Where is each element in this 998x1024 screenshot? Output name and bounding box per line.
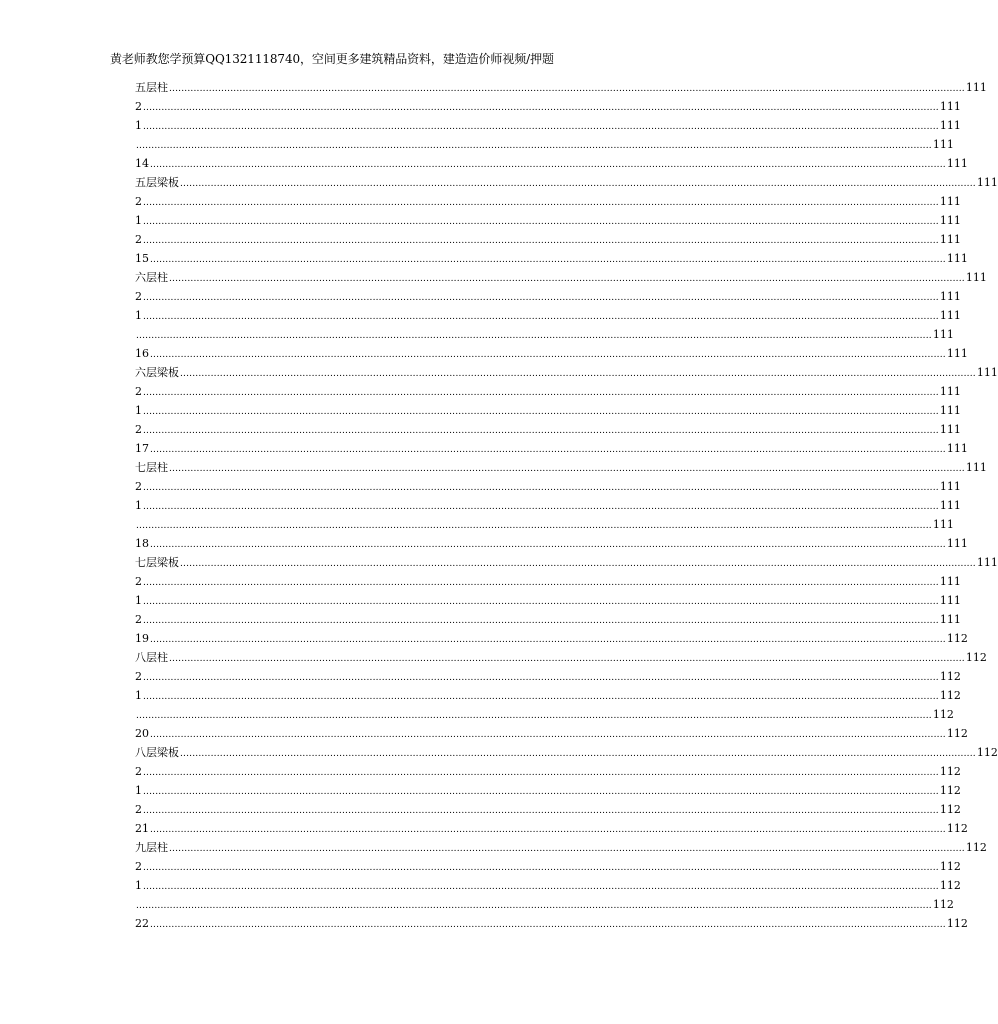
toc-entry[interactable] (135, 800, 961, 819)
toc-entry[interactable] (135, 211, 961, 230)
toc-entry-page-number: 111 (946, 442, 968, 455)
toc-entry-label: 18 (135, 537, 149, 550)
toc-entry[interactable] (135, 420, 961, 439)
toc-entry-label: 六层梁板 (135, 366, 179, 379)
toc-entry[interactable] (135, 496, 961, 515)
toc-entry[interactable] (135, 876, 961, 895)
toc-entry[interactable] (135, 591, 961, 610)
toc-dot-leader: .................................................................................................................................................................................................................................................................... (143, 673, 939, 683)
toc-entry-page-number: 112 (932, 898, 954, 911)
toc-entry[interactable] (135, 610, 961, 629)
toc-entry-label: 16 (135, 347, 149, 360)
toc-entry-page-number: 112 (946, 632, 968, 645)
toc-entry-page-number: 112 (939, 803, 961, 816)
toc-entry-page-number: 111 (939, 119, 961, 132)
toc-entry[interactable] (135, 173, 998, 192)
toc-entry[interactable] (135, 686, 961, 705)
toc-dot-leader: .................................................................................................................................................................................................................................................................... (143, 768, 939, 778)
toc-entry-page-number: 112 (965, 841, 987, 854)
toc-dot-leader: .................................................................................................................................................................................................................................................................... (150, 255, 946, 265)
toc-entry-page-number: 111 (932, 138, 954, 151)
toc-entry-label: 2 (135, 233, 142, 246)
toc-dot-leader: .................................................................................................................................................................................................................................................................... (169, 844, 965, 854)
toc-entry-label: 17 (135, 442, 149, 455)
toc-entry-label: 五层梁板 (135, 176, 179, 189)
toc-entry[interactable] (135, 439, 968, 458)
toc-dot-leader: .................................................................................................................................................................................................................................................................... (143, 787, 939, 797)
toc-entry[interactable] (135, 78, 987, 97)
toc-dot-leader: .................................................................................................................................................................................................................................................................... (143, 103, 939, 113)
toc-entry[interactable] (135, 230, 961, 249)
toc-entry-label: 九层柱 (135, 841, 168, 854)
toc-entry-page-number: 111 (965, 461, 987, 474)
toc-entry[interactable] (135, 382, 961, 401)
toc-dot-leader: .................................................................................................................................................................................................................................................................... (143, 388, 939, 398)
toc-entry[interactable] (135, 515, 954, 534)
toc-entry[interactable] (135, 857, 961, 876)
toc-entry-label: 15 (135, 252, 149, 265)
toc-dot-leader: .................................................................................................................................................................................................................................................................... (143, 502, 939, 512)
toc-dot-leader: .................................................................................................................................................................................................................................................................... (143, 597, 939, 607)
toc-dot-leader: .................................................................................................................................................................................................................................................................... (143, 483, 939, 493)
toc-entry-label: 2 (135, 803, 142, 816)
toc-entry-label: 1 (135, 499, 142, 512)
toc-entry-page-number: 112 (932, 708, 954, 721)
toc-entry-label: 21 (135, 822, 149, 835)
toc-dot-leader: .................................................................................................................................................................................................................................................................... (150, 540, 946, 550)
toc-entry[interactable] (135, 287, 961, 306)
toc-entry-page-number: 111 (939, 233, 961, 246)
toc-entry-label: 1 (135, 594, 142, 607)
toc-dot-leader: .................................................................................................................................................................................................................................................................... (150, 730, 946, 740)
toc-entry-label: 2 (135, 575, 142, 588)
toc-dot-leader: .................................................................................................................................................................................................................................................................... (143, 217, 939, 227)
toc-dot-leader: .................................................................................................................................................................................................................................................................... (143, 882, 939, 892)
toc-dot-leader: .................................................................................................................................................................................................................................................................... (180, 749, 976, 759)
toc-dot-leader: .................................................................................................................................................................................................................................................................... (150, 445, 946, 455)
toc-entry-page-number: 111 (939, 499, 961, 512)
toc-entry-page-number: 111 (946, 347, 968, 360)
toc-entry[interactable] (135, 648, 987, 667)
toc-entry[interactable] (135, 553, 998, 572)
toc-entry-label: 2 (135, 423, 142, 436)
toc-entry[interactable] (135, 154, 968, 173)
toc-dot-leader: .................................................................................................................................................................................................................................................................... (136, 711, 932, 721)
toc-entry[interactable] (135, 667, 961, 686)
toc-entry-page-number: 112 (939, 765, 961, 778)
toc-entry-label: 1 (135, 214, 142, 227)
toc-entry[interactable] (135, 135, 954, 154)
toc-entry-page-number: 111 (976, 176, 998, 189)
toc-entry[interactable] (135, 325, 954, 344)
toc-entry[interactable] (135, 401, 961, 420)
toc-entry[interactable] (135, 344, 968, 363)
toc-dot-leader: .................................................................................................................................................................................................................................................................... (180, 369, 976, 379)
toc-entry-label: 1 (135, 784, 142, 797)
toc-dot-leader: .................................................................................................................................................................................................................................................................... (143, 407, 939, 417)
toc-dot-leader: .................................................................................................................................................................................................................................................................... (169, 84, 965, 94)
toc-entry-page-number: 111 (932, 518, 954, 531)
toc-entry[interactable] (135, 705, 954, 724)
toc-entry-label: 2 (135, 290, 142, 303)
toc-entry-label: 1 (135, 879, 142, 892)
toc-dot-leader: .................................................................................................................................................................................................................................................................... (143, 122, 939, 132)
toc-entry-label: 七层柱 (135, 461, 168, 474)
toc-dot-leader: .................................................................................................................................................................................................................................................................... (150, 920, 946, 930)
toc-dot-leader: .................................................................................................................................................................................................................................................................... (143, 863, 939, 873)
toc-entry-label: 八层梁板 (135, 746, 179, 759)
toc-entry-page-number: 111 (946, 157, 968, 170)
toc-entry-label: 1 (135, 119, 142, 132)
toc-entry-page-number: 111 (976, 366, 998, 379)
toc-entry-page-number: 112 (939, 689, 961, 702)
toc-dot-leader: .................................................................................................................................................................................................................................................................... (169, 464, 965, 474)
toc-entry[interactable] (135, 268, 987, 287)
toc-entry-label: 2 (135, 385, 142, 398)
toc-entry[interactable] (135, 249, 968, 268)
toc-dot-leader: .................................................................................................................................................................................................................................................................... (180, 559, 976, 569)
toc-entry[interactable] (135, 192, 961, 211)
toc-dot-leader: .................................................................................................................................................................................................................................................................... (143, 692, 939, 702)
toc-entry-page-number: 111 (946, 252, 968, 265)
toc-entry[interactable] (135, 895, 954, 914)
toc-entry-label: 六层柱 (135, 271, 168, 284)
toc-dot-leader: .................................................................................................................................................................................................................................................................... (143, 236, 939, 246)
toc-dot-leader: .................................................................................................................................................................................................................................................................... (143, 616, 939, 626)
toc-entry-label: 1 (135, 404, 142, 417)
toc-entry-page-number: 111 (939, 290, 961, 303)
toc-entry[interactable] (135, 116, 961, 135)
toc-entry-label: 七层梁板 (135, 556, 179, 569)
toc-entry-label: 19 (135, 632, 149, 645)
toc-entry[interactable] (135, 477, 961, 496)
toc-dot-leader: .................................................................................................................................................................................................................................................................... (136, 141, 932, 151)
toc-entry-page-number: 112 (965, 651, 987, 664)
toc-dot-leader: .................................................................................................................................................................................................................................................................... (150, 635, 946, 645)
toc-entry[interactable] (135, 458, 987, 477)
toc-entry-label: 1 (135, 689, 142, 702)
toc-entry-page-number: 111 (939, 385, 961, 398)
table-of-contents (135, 78, 998, 933)
toc-dot-leader: .................................................................................................................................................................................................................................................................... (169, 274, 965, 284)
toc-entry-label: 八层柱 (135, 651, 168, 664)
toc-entry-label: 2 (135, 195, 142, 208)
toc-entry-page-number: 111 (946, 537, 968, 550)
toc-dot-leader: .................................................................................................................................................................................................................................................................... (143, 806, 939, 816)
toc-dot-leader: .................................................................................................................................................................................................................................................................... (143, 312, 939, 322)
toc-entry-page-number: 111 (939, 214, 961, 227)
toc-dot-leader: .................................................................................................................................................................................................................................................................... (136, 901, 932, 911)
toc-entry-page-number: 112 (946, 727, 968, 740)
toc-entry-label: 2 (135, 765, 142, 778)
toc-entry-page-number: 111 (939, 423, 961, 436)
toc-entry[interactable] (135, 306, 961, 325)
toc-dot-leader: .................................................................................................................................................................................................................................................................... (150, 825, 946, 835)
toc-entry-label: 1 (135, 309, 142, 322)
toc-dot-leader: .................................................................................................................................................................................................................................................................... (136, 331, 932, 341)
toc-entry[interactable] (135, 724, 968, 743)
document-header: 黄老师教您学预算QQ1321118740，空间更多建筑精品资料，建造造价师视频/押题 (110, 52, 554, 66)
toc-entry-label: 2 (135, 480, 142, 493)
toc-entry-page-number: 111 (939, 480, 961, 493)
toc-entry-page-number: 112 (946, 822, 968, 835)
toc-entry-page-number: 111 (939, 575, 961, 588)
toc-entry-page-number: 111 (939, 100, 961, 113)
toc-entry-page-number: 112 (939, 879, 961, 892)
toc-entry-page-number: 111 (939, 594, 961, 607)
toc-entry-page-number: 112 (976, 746, 998, 759)
toc-entry-label: 2 (135, 670, 142, 683)
toc-entry-label: 2 (135, 100, 142, 113)
toc-entry-label: 2 (135, 613, 142, 626)
toc-entry-page-number: 111 (939, 404, 961, 417)
toc-dot-leader: .................................................................................................................................................................................................................................................................... (143, 578, 939, 588)
toc-dot-leader: .................................................................................................................................................................................................................................................................... (180, 179, 976, 189)
toc-entry-label: 2 (135, 860, 142, 873)
toc-dot-leader: .................................................................................................................................................................................................................................................................... (150, 350, 946, 360)
toc-entry-page-number: 111 (976, 556, 998, 569)
toc-dot-leader: .................................................................................................................................................................................................................................................................... (150, 160, 946, 170)
toc-entry-page-number: 111 (939, 613, 961, 626)
toc-entry[interactable] (135, 762, 961, 781)
toc-dot-leader: .................................................................................................................................................................................................................................................................... (143, 426, 939, 436)
toc-entry-page-number: 111 (939, 195, 961, 208)
toc-entry-page-number: 111 (965, 81, 987, 94)
toc-entry-label: 14 (135, 157, 149, 170)
toc-entry-label: 22 (135, 917, 149, 930)
toc-dot-leader: .................................................................................................................................................................................................................................................................... (136, 521, 932, 531)
toc-entry-page-number: 112 (939, 670, 961, 683)
toc-dot-leader: .................................................................................................................................................................................................................................................................... (143, 293, 939, 303)
toc-entry-page-number: 112 (939, 860, 961, 873)
toc-entry-page-number: 112 (946, 917, 968, 930)
toc-entry[interactable] (135, 534, 968, 553)
toc-entry[interactable] (135, 572, 961, 591)
toc-entry-page-number: 111 (932, 328, 954, 341)
toc-entry-page-number: 111 (965, 271, 987, 284)
toc-entry[interactable] (135, 97, 961, 116)
toc-entry-page-number: 111 (939, 309, 961, 322)
toc-entry[interactable] (135, 838, 987, 857)
toc-dot-leader: .................................................................................................................................................................................................................................................................... (169, 654, 965, 664)
toc-entry-page-number: 112 (939, 784, 961, 797)
toc-entry-label: 20 (135, 727, 149, 740)
toc-entry-label: 五层柱 (135, 81, 168, 94)
toc-entry[interactable] (135, 914, 968, 933)
toc-entry[interactable] (135, 363, 998, 382)
toc-entry[interactable] (135, 629, 968, 648)
toc-entry[interactable] (135, 781, 961, 800)
toc-entry[interactable] (135, 743, 998, 762)
toc-dot-leader: .................................................................................................................................................................................................................................................................... (143, 198, 939, 208)
toc-entry[interactable] (135, 819, 968, 838)
